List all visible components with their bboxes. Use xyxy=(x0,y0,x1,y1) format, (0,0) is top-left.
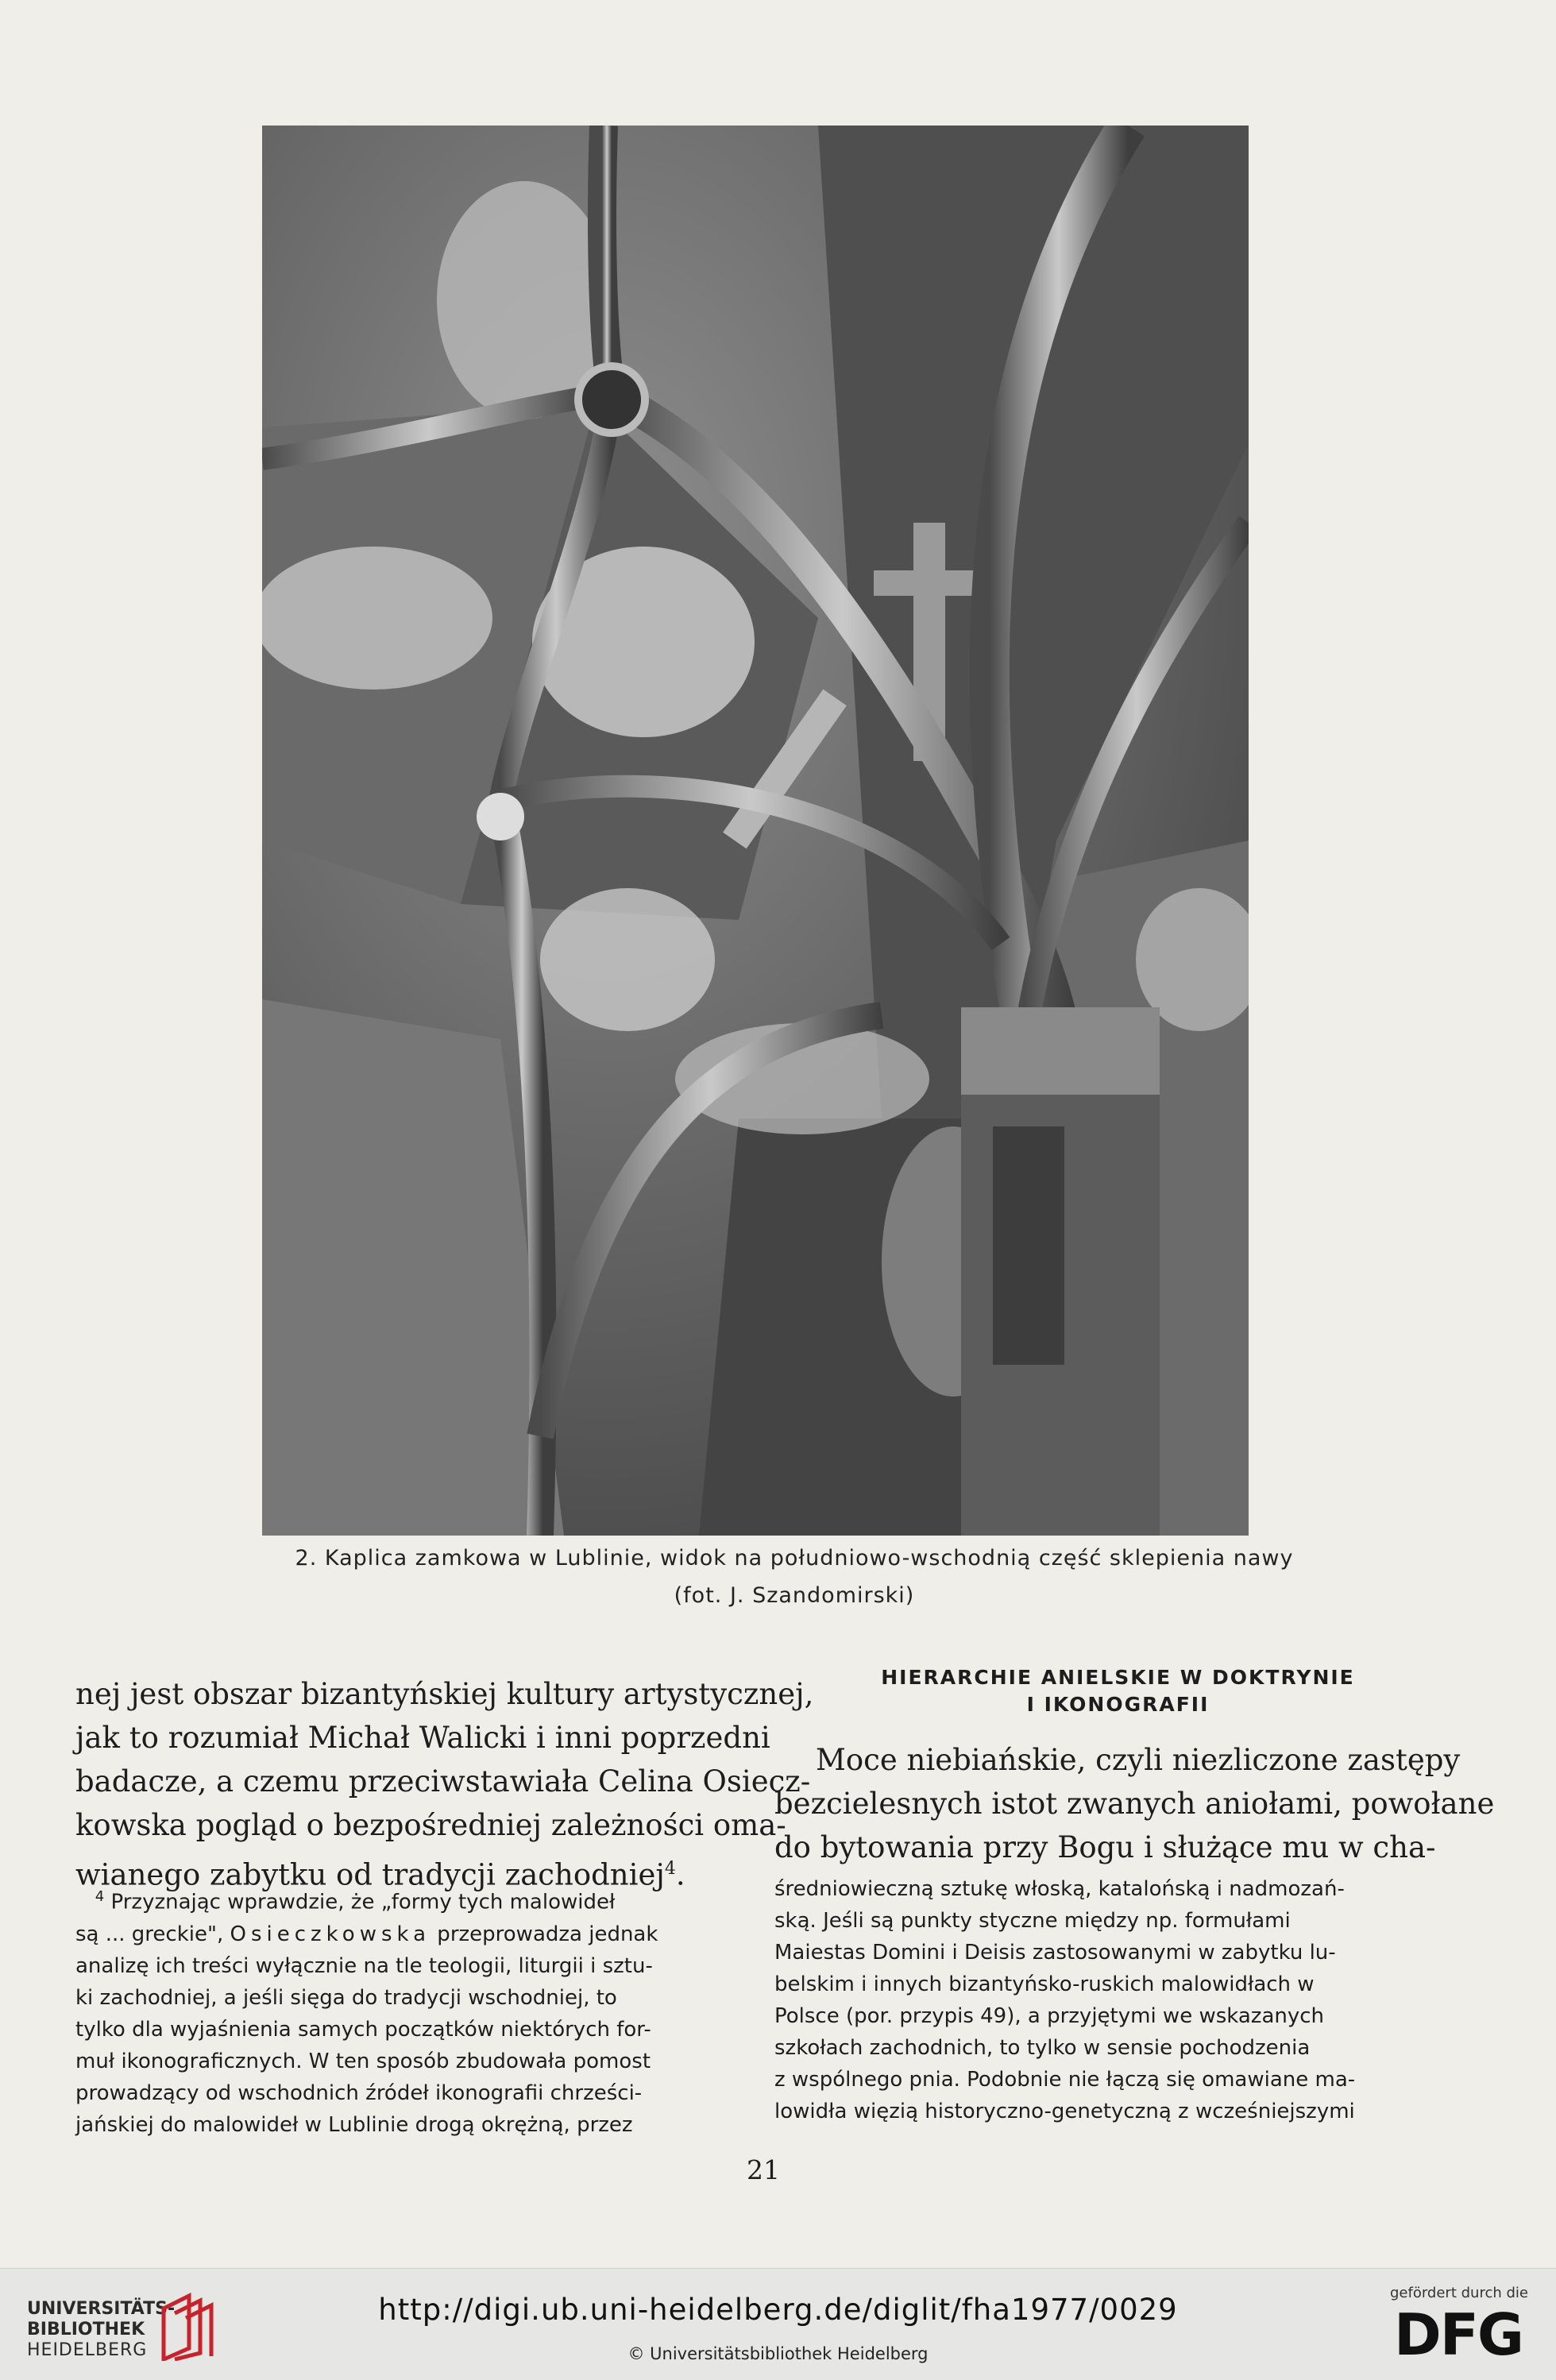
author-name: Osieczkowska xyxy=(230,1922,431,1946)
footnote-line: tylko dla wyjaśnienia samych początków niektórych for- xyxy=(75,2017,651,2042)
footnote-line xyxy=(75,1881,774,1918)
text-line: badacze, a czemu przeciwstawiała Celina Osiecz- xyxy=(75,1764,811,1799)
right-footnote xyxy=(774,1873,1461,2127)
text-line: nej jest obszar bizantyńskiej kultury artystycznej, xyxy=(75,1677,814,1711)
copyright-notice: © Universitätsbibliothek Heidelberg xyxy=(627,2344,929,2363)
viewer-footer xyxy=(0,2268,1556,2380)
text-line: kowska pogląd o bezpośredniej zależności oma- xyxy=(75,1808,786,1842)
footnote-text: Przyznając wprawdzie, że „formy tych malowideł xyxy=(110,1890,616,1914)
right-paragraph xyxy=(774,1738,1495,1869)
footnote-line: średniowieczną sztukę włoską, katalońską i nadmozań- xyxy=(774,1877,1345,1901)
document-url-link[interactable]: http://digi.ub.uni-heidelberg.de/diglit/fha1977/0029 xyxy=(378,2293,1178,2327)
dfg-logo-icon xyxy=(1385,2305,1532,2361)
text-line: do bytowania przy Bogu i służące mu w cha- xyxy=(774,1830,1436,1864)
figure-caption: 2. Kaplica zamkowa w Lublinie, widok na południowo-wschodnią część sklepienia nawy xyxy=(295,1546,1294,1571)
page-number: 21 xyxy=(747,2154,780,2185)
footnote-line: prowadzący od wschodnich źródeł ikonografii chrześci- xyxy=(75,2081,643,2105)
footnote-reference: 4 xyxy=(664,1859,676,1879)
footnote-number: 4 xyxy=(95,1888,105,1905)
figure-credit: (fot. J. Szandomirski) xyxy=(674,1583,915,1608)
footnote-line: lowidła więzią historyczno-genetyczną z wcześniejszymi xyxy=(774,2100,1355,2123)
footnote-line: analizę ich treści wyłącznie na tle teologii, liturgii i sztu- xyxy=(75,1953,653,1978)
footnote-line: Maiestas Domini i Deisis zastosowanymi w zabytku lu- xyxy=(774,1941,1336,1965)
footnote-line: belskim i innych bizantyńsko-ruskich malowidłach w xyxy=(774,1972,1315,1996)
footnote-line: szkołach zachodnich, to tylko w sensie pochodzenia xyxy=(774,2036,1311,2060)
dfg-logo-text: DFG xyxy=(1393,2305,1523,2361)
footnote-line: są ... greckie", Osieczkowska przeprowadza jednak xyxy=(75,1922,658,1946)
text-line-content: wianego zabytku od tradycji zachodniej xyxy=(75,1857,665,1892)
library-name: UNIVERSITÄTS- BIBLIOTHEK HEIDELBERG xyxy=(27,2299,176,2360)
footnote-line: jańskiej do malowideł w Lublinie drogą okrężną, przez xyxy=(75,2112,633,2137)
vault-photograph xyxy=(262,126,1249,1536)
text-line: bezcielesnych istot zwanych aniołami, powołane xyxy=(774,1787,1495,1821)
right-column xyxy=(774,1738,1495,1869)
footnote-line: ską. Jeśli są punkty styczne między np. formułami xyxy=(774,1909,1291,1933)
footnote-line: z wspólnego pnia. Podobnie nie łączą się omawiane ma- xyxy=(774,2068,1356,2092)
left-column xyxy=(75,1672,814,1896)
text-line: jak to rozumiał Michał Walicki i inni poprzedni xyxy=(75,1721,770,1755)
vault-fresco-image xyxy=(262,126,1249,1536)
left-footnote xyxy=(75,1881,774,2141)
funder-label: gefördert durch die xyxy=(1390,2285,1528,2301)
text-line: wianego zabytku od tradycji zachodniej$^4$. xyxy=(75,1857,685,1892)
footnote-line: Polsce (por. przypis 49), a przyjętymi we wskazanych xyxy=(774,2004,1325,2028)
left-paragraph xyxy=(75,1672,814,1896)
footnote-line: ki zachodniej, a jeśli sięga do tradycji wschodniej, to xyxy=(75,1985,617,2010)
footnote-line: muł ikonograficznych. W ten sposób zbudowała pomost xyxy=(75,2049,651,2073)
text-line: Moce niebiańskie, czyli niezliczone zastępy xyxy=(816,1743,1461,1777)
section-heading: HIERARCHIE ANIELSKIE W DOKTRYNIE I IKONOGRAFII xyxy=(881,1666,1355,1716)
